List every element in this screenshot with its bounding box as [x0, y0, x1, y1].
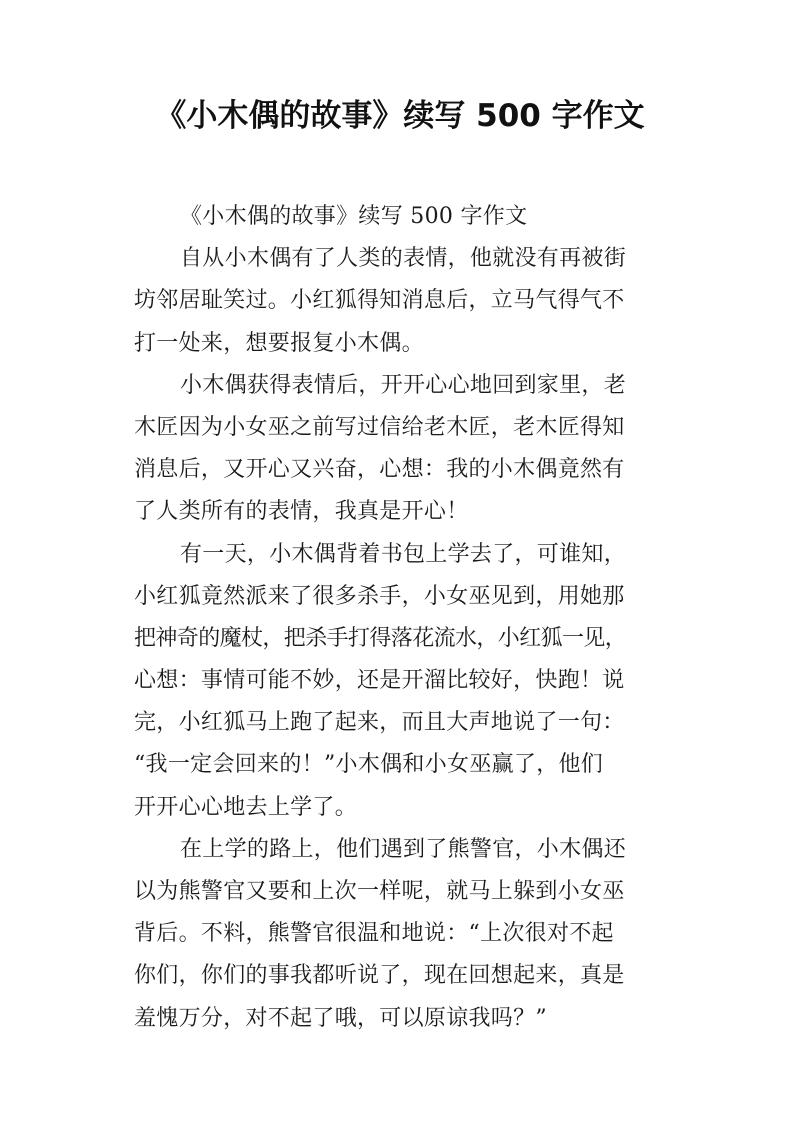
body-line: 完，小红狐马上跑了起来，而且大声地说了一句： [134, 710, 625, 736]
body-line: 羞愧万分，对不起了哦，可以原谅我吗？” [134, 1005, 547, 1031]
body-line: 小红狐竟然派来了很多杀手，小女巫见到，用她那 [134, 583, 625, 609]
body-line: 有一天，小木偶背着书包上学去了，可谁知， [180, 541, 627, 567]
body-line: 打一处来，想要报复小木偶。 [134, 330, 424, 356]
body-line: “我一定会回来的！”小木偶和小女巫赢了，他们 [134, 752, 604, 778]
document-title: 《小木偶的故事》续写 500 字作文 [155, 98, 645, 134]
body-line: 在上学的路上，他们遇到了熊警官，小木偶还 [180, 836, 627, 862]
document-body [134, 196, 674, 1040]
body-line: 以为熊警官又要和上次一样呢，就马上躲到小女巫 [134, 879, 625, 904]
body-line: 心想：事情可能不妙，还是开溜比较好，快跑！说 [134, 668, 625, 694]
body-line: 木匠因为小女巫之前写过信给老木匠，老木匠得知 [134, 414, 625, 440]
body-line: 自从小木偶有了人类的表情，他就没有再被街 [180, 246, 627, 272]
body-line: 开开心心地去上学了。 [134, 794, 358, 820]
body-line: 《小木偶的故事》续写 500 字作文 [180, 204, 528, 229]
body-line: 消息后，又开心又兴奋，心想：我的小木偶竟然有 [134, 457, 625, 483]
body-line: 坊邻居耻笑过。小红狐得知消息后，立马气得气不 [134, 288, 625, 314]
body-line: 了人类所有的表情，我真是开心！ [134, 499, 469, 525]
body-line: 背后。不料，熊警官很温和地说：“上次很对不起 [134, 921, 614, 947]
body-line: 把神奇的魔杖，把杀手打得落花流水，小红狐一见， [134, 625, 627, 651]
body-line: 你们，你们的事我都听说了，现在回想起来，真是 [134, 963, 625, 989]
body-line: 小木偶获得表情后，开开心心地回到家里，老 [180, 372, 627, 398]
